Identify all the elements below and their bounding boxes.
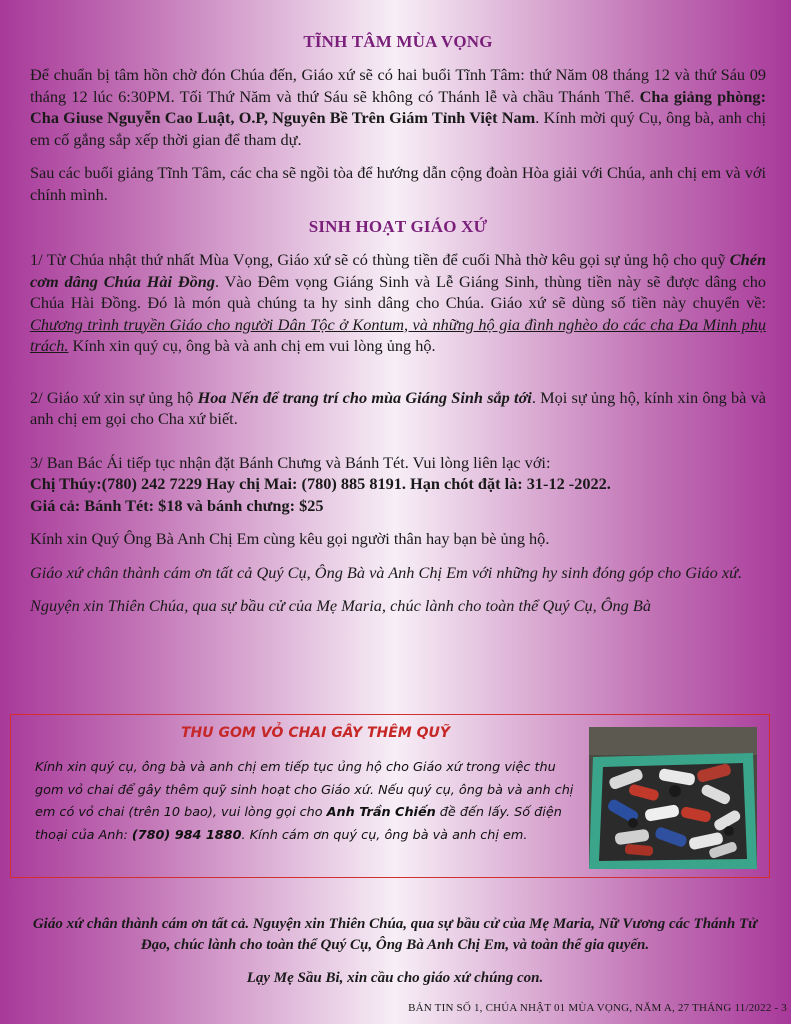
retreat-preacher: Cha giảng phòng: Cha Giuse Nguyễn Cao Luật, O.P, Nguyên Bề Trên Giám Tỉnh Việt Nam	[30, 86, 766, 127]
contact-phone: (780) 984 1880	[131, 827, 242, 843]
item1-fund-name: Chén cơm dâng Chúa Hài Đồng	[30, 250, 766, 291]
bottles-bin-photo	[589, 727, 757, 869]
activity-item-3	[30, 452, 766, 517]
closing-section	[24, 914, 766, 1001]
retreat-heading: TĨNH TÂM MÙA VỌNG	[303, 32, 493, 51]
closing-prayer: Lạy Mẹ Sầu Bi, xin cầu cho giáo xứ chúng con.	[246, 970, 544, 986]
bottle-collection-box	[10, 714, 770, 878]
item2-flowers: Hoa Nến để trang trí cho mùa Giáng Sinh sắp tới	[197, 387, 532, 407]
spacer	[30, 369, 766, 387]
page-footer: BẢN TIN SỐ 1, CHÚA NHẬT 01 MÙA VỌNG, NĂM A, 27 THÁNG 11/2022 - 3	[408, 1002, 787, 1014]
retreat-text-end: . Kính mời quý Cụ, ông bà, anh chị em cố gắng sắp xếp thời gian để tham dự.	[30, 108, 766, 149]
retreat-paragraph	[30, 64, 766, 150]
closing-thanks: Giáo xứ chân thành cám ơn tất cả. Nguyện xin Thiên Chúa, qua sự bầu cử của Mẹ Maria, Nữ Vương các Thánh Tử Đạo, chúc lành cho toàn thể Quý Cụ, Ông Bà Anh Chị Em, và toàn thể gia quyến.	[32, 916, 758, 953]
contact-name: Anh Trần Chiến	[326, 805, 436, 820]
bulletin-page	[30, 32, 766, 629]
item1-program: Chương trình truyền Giáo cho người Dân Tộc ở Kontum, và những hộ gia đình nghèo do các cha Đa Minh phụ trách.	[30, 314, 766, 355]
item3-contacts: Chị Thúy:(780) 242 7229 Hay chị Mai: (780) 885 8191. Hạn chót đặt là: 31-12 -2022.	[30, 474, 611, 493]
item1-text-mid: . Vào Đêm vọng Giáng Sinh và Lễ Giáng Sinh, thùng tiền này sẽ được dâng cho Chúa Hài Đồng. Đó là món quà chúng ta hy sinh dâng cho Chúa. Giáo xứ sẽ dùng số tiền này chuyển về:	[30, 271, 766, 312]
box-text-c: . Kính cám ơn quý cụ, ông bà và anh chị em.	[241, 827, 528, 843]
item2-text-end: . Mọi sự ủng hộ, kính xin ông bà và anh chị em gọi cho Cha xứ biết.	[30, 387, 766, 428]
box-text-a: Kính xin quý cụ, ông bà và anh chị em tiếp tục ủng hộ cho Giáo xứ trong việc thu gom vỏ chai để gây thêm quỹ sinh hoạt cho Giáo xứ. Nếu quý cụ, ông bà và anh chị em có vỏ chai (trên 10 bao), vui lòng gọi cho	[35, 760, 574, 820]
item2-text: 2/ Giáo xứ xin sự ủng hộ	[30, 387, 198, 407]
item3-prices: Giá cả: Bánh Tét: $18 và bánh chưng: $25	[30, 495, 324, 515]
thanks-paragraph: Giáo xứ chân thành cám ơn tất cả Quý Cụ, Ông Bà và Anh Chị Em với những hy sinh đóng góp cho Giáo xứ.	[30, 562, 743, 582]
spacer	[30, 442, 766, 452]
activity-item-2	[30, 387, 766, 430]
parish-activities-heading: SINH HOẠT GIÁO XỨ	[308, 217, 488, 236]
support-paragraph: Kính xin Quý Ông Bà Anh Chị Em cùng kêu gọi người thân hay bạn bè ủng hộ.	[30, 529, 550, 548]
item1-text: 1/ Từ Chúa nhật thứ nhất Mùa Vọng, Giáo xứ sẽ có thùng tiền để cuối Nhà thờ kêu gọi sự ủng hộ cho quỹ	[30, 250, 730, 269]
item3-text: 3/ Ban Bác Ái tiếp tục nhận đặt Bánh Chưng và Bánh Tét. Vui lòng liên lạc với:	[30, 452, 551, 472]
retreat-text: Để chuẩn bị tâm hồn chờ đón Chúa đến, Giáo xứ sẽ có hai buổi Tĩnh Tâm: thứ Năm 08 tháng 12 và thứ Sáu 09 tháng 12 lúc 6:30PM. Tối Thứ Năm và thứ Sáu sẽ không có Thánh lễ và chầu Thánh Thể.	[30, 65, 766, 106]
blessing-paragraph: Nguyện xin Thiên Chúa, qua sự bầu cử của Mẹ Maria, chúc lành cho toàn thể Quý Cụ, Ông Bà	[30, 596, 651, 615]
activity-item-1	[30, 249, 766, 357]
box-text-b: đề đến lấy. Số điện thoại của Anh:	[35, 805, 562, 843]
bottle-collection-title: THU GOM VỎ CHAI GÂY THÊM QUỸ	[181, 725, 451, 741]
reconciliation-paragraph: Sau các buổi giảng Tĩnh Tâm, các cha sẽ ngồi tòa để hướng dẫn cộng đoàn Hòa giải với Chúa, anh chị em và với chính mình.	[30, 163, 766, 204]
bottle-collection-text	[35, 757, 583, 847]
item1-text-end: Kính xin quý cụ, ông bà và anh chị em vui lòng ủng hộ.	[68, 336, 436, 355]
bottles-bin-illustration	[589, 727, 757, 869]
